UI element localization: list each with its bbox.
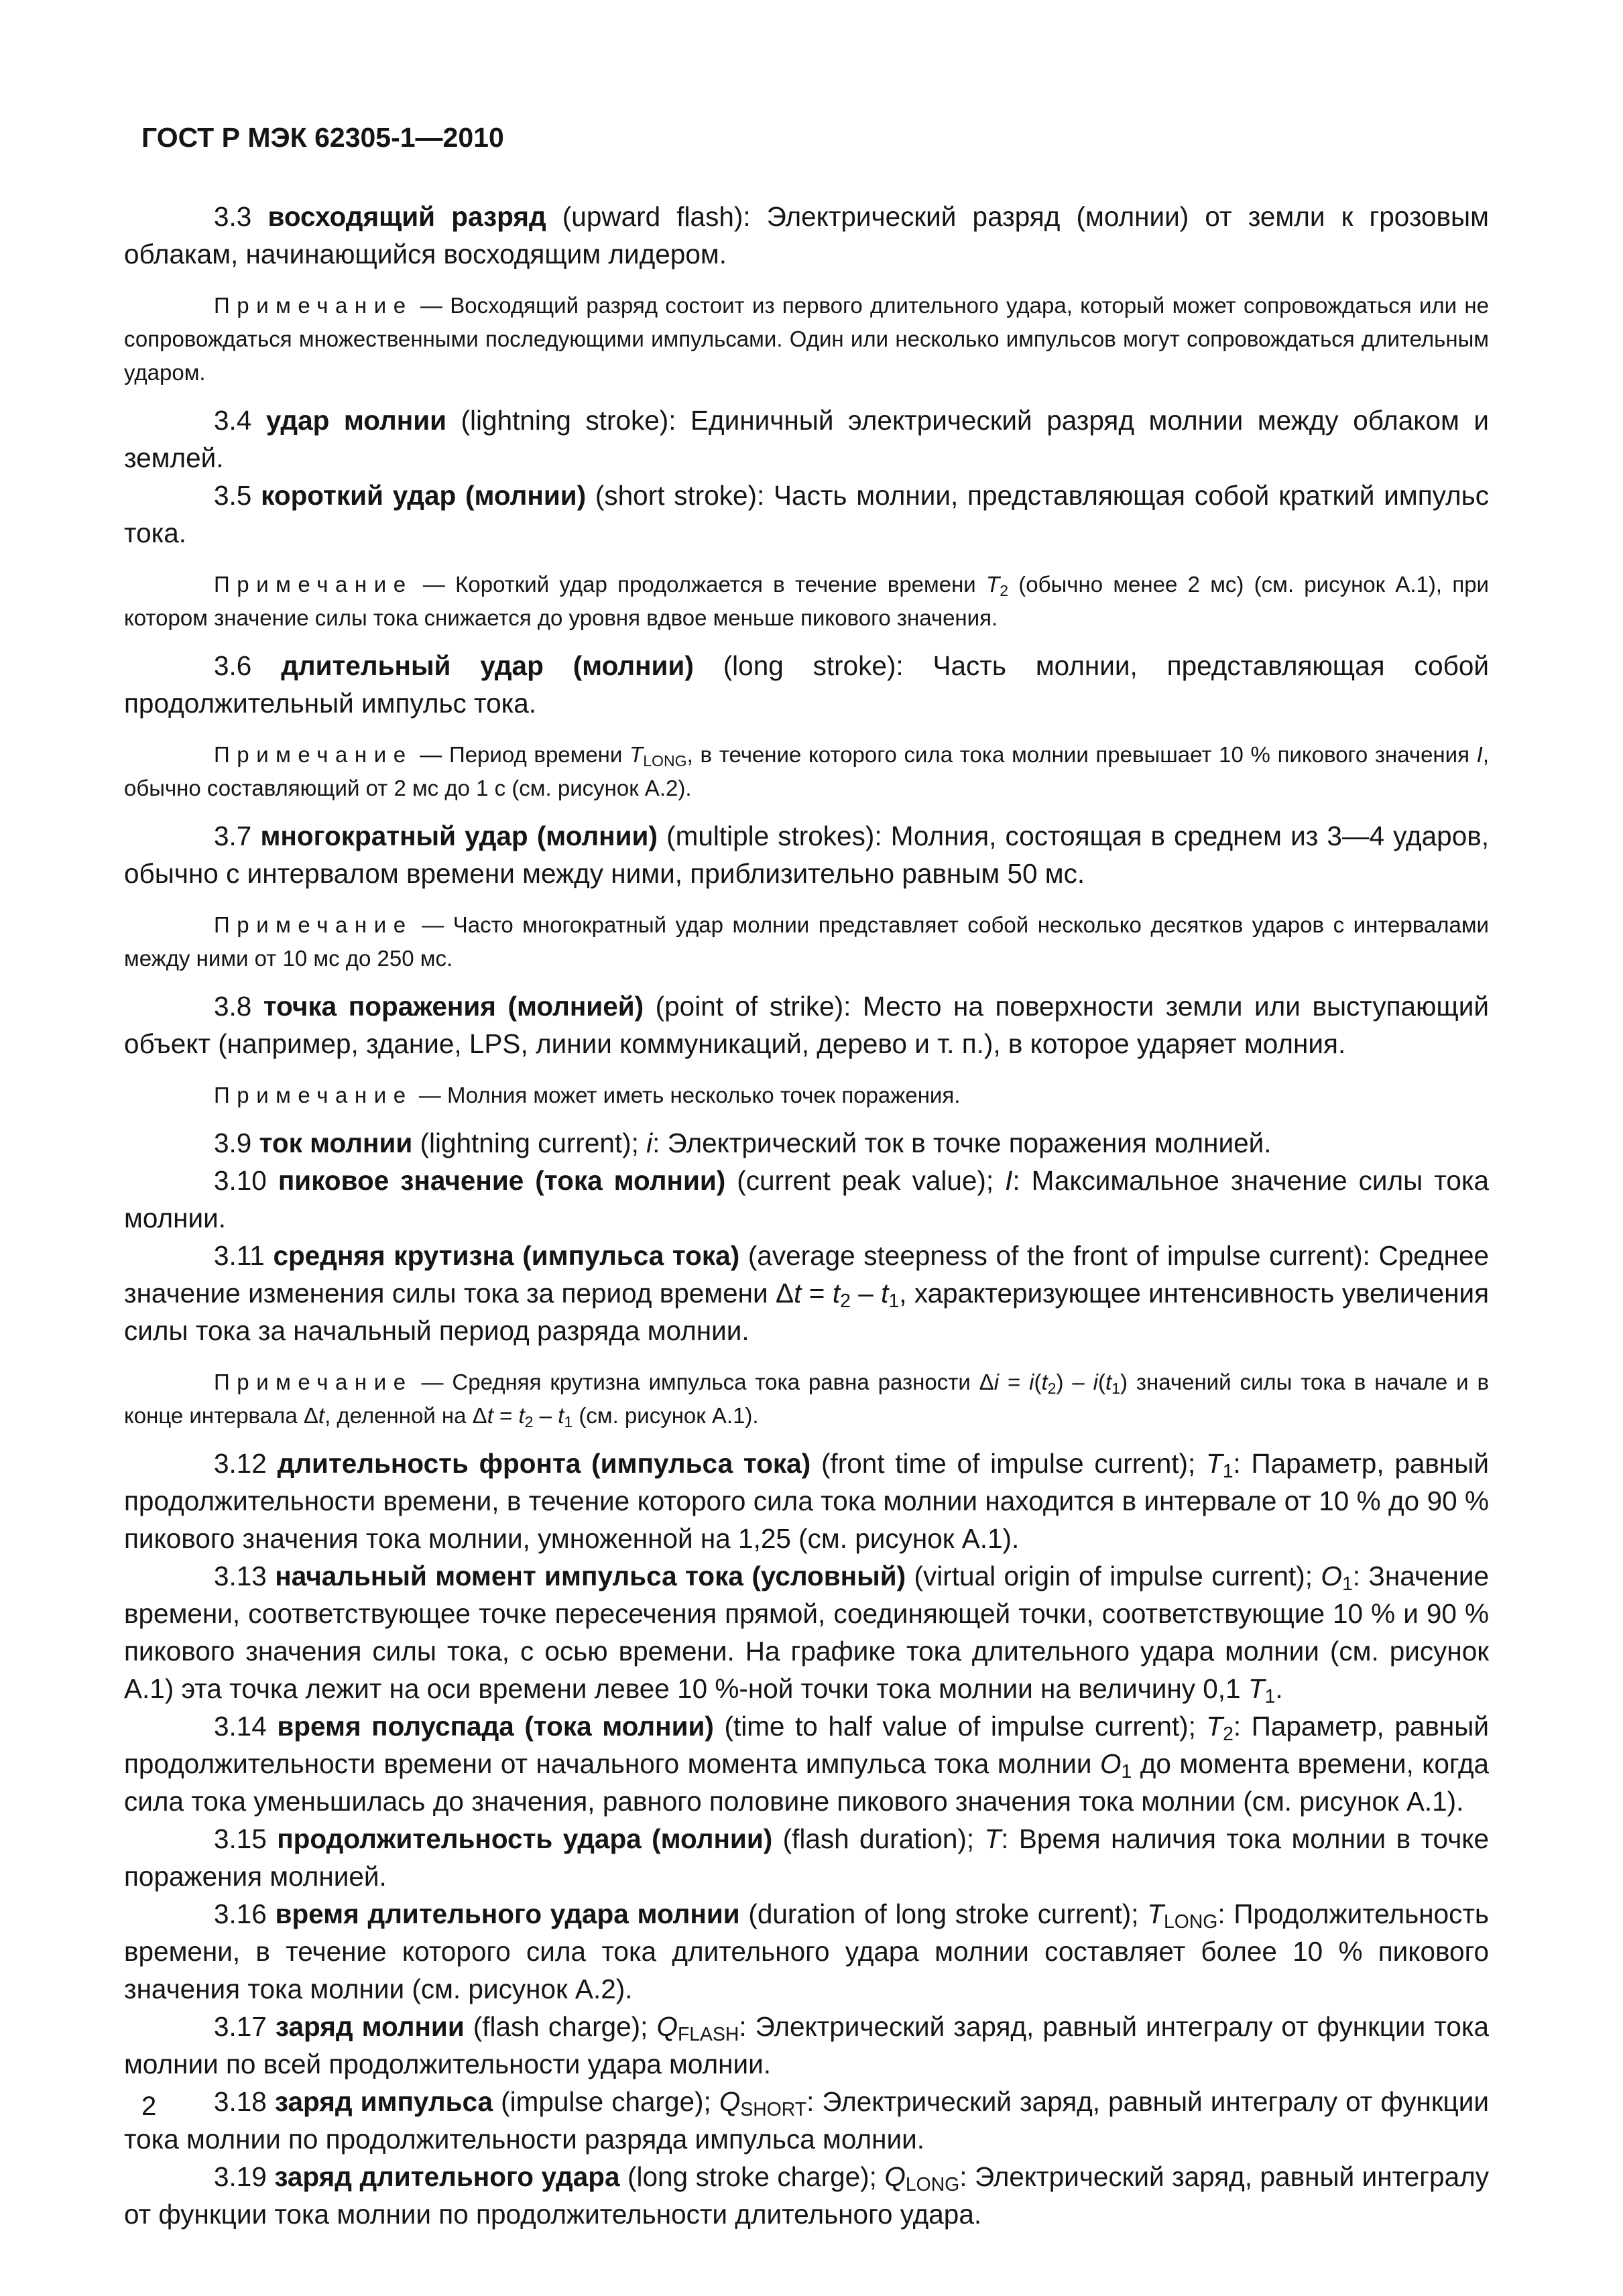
note-paragraph [124,1079,1489,1112]
term-definition [124,477,1489,552]
text-run: , характеризующее интенсивность увеличения силы тока за начальный период разряда молнии. [124,1278,1490,1346]
text-run: 3.3 [214,201,268,232]
text-run: 3.19 [214,2161,275,2192]
text-run: (duration of long stroke current); [739,1898,1148,1929]
term-definition [124,647,1489,722]
subscript: 1 [888,1290,900,1313]
subscript: 2 [840,1290,851,1313]
subscript: 2 [1000,581,1009,599]
subscript: 1 [1222,1461,1234,1483]
text-run: : Значение времени, соответствующее точке пересечения прямой, соединяющей точки, соответствующие 10 % и 90 % пикового значения силы тока, с осью времени. На графике тока длительного удара молнии (см. рисунок А.1) эта точка лежит на оси времени левее 10 %-ной точки тока молнии на величину 0,1 [124,1561,1489,1704]
text-run: (impulse charge); [493,2086,719,2117]
text-run: (flash duration); [772,1823,985,1854]
text-run: : Время наличия тока молнии в точке поражения молнией. [124,1823,1489,1892]
note-paragraph [124,738,1489,805]
text-run: , деленной на Δ [324,1403,487,1428]
text-run: i [1029,1370,1034,1394]
term-definition [124,817,1489,892]
text-run: = [999,1370,1030,1394]
text-run: t [1041,1370,1048,1394]
term-name: заряд импульса [274,2086,493,2117]
text-run: ( [1098,1370,1105,1394]
subscript: 2 [524,1412,534,1431]
text-run: — Молния может иметь несколько точек поражения. [412,1083,961,1107]
text-run: Q [719,2086,741,2117]
note-label: Примечание [214,742,413,767]
subscript: 1 [1264,1686,1276,1708]
text-run: (long stroke charge); [619,2161,885,2192]
term-name: начальный момент импульса тока (условный) [275,1561,906,1591]
term-definition [124,1124,1489,1162]
term-definition [124,402,1489,477]
term-definition [124,987,1489,1063]
text-run: 3.10 [214,1165,278,1196]
term-name: точка поражения (молнией) [263,991,644,1022]
term-definition [124,1707,1489,1820]
subscript: 2 [1223,1724,1234,1746]
term-definition [124,2158,1489,2233]
text-run: 3.7 [214,821,261,851]
text-run: – [850,1278,882,1309]
text-run: , в течение которого сила тока молнии превышает 10 % пикового значения [686,742,1477,767]
text-run: — Средняя крутизна импульса тока равна разности Δ [412,1370,994,1394]
text-run: t [832,1278,841,1309]
text-run: 3.15 [214,1823,278,1854]
term-definition [124,1820,1489,1895]
text-run: Q [884,2161,906,2192]
text-run: i [994,1370,1000,1394]
note-label: Примечание [214,293,413,318]
note-label: Примечание [214,912,413,937]
text-run: i [646,1128,653,1158]
subscript: FLASH [677,2024,739,2046]
text-run: t [881,1278,889,1309]
term-definition [124,2008,1489,2083]
term-name: удар молнии [265,405,447,436]
note-paragraph [124,908,1489,975]
text-run: : Электрический заряд, равный интегралу от функции тока молнии по всей продолжительности удара молнии. [124,2011,1490,2079]
term-definition [124,1557,1489,1707]
text-run: (average steepness of the front of impulse current): Среднее значение изменения силы тока за период времени Δ [124,1240,1489,1309]
text-run: 3.8 [214,991,263,1022]
text-run: i [1093,1370,1098,1394]
text-run: T [1206,1448,1223,1479]
text-run: (обычно менее 2 мс) (см. рисунок А.1), при котором значение силы тока снижается до уровня вдвое меньше пикового значения. [124,572,1489,630]
text-run: Q [656,2011,678,2042]
text-run: (см. рисунок А.1). [573,1403,759,1428]
text-run: до момента времени, когда сила тока уменьшилась до значения, равного половине пикового значения тока молнии (см. рисунок А.1). [124,1748,1489,1817]
subscript: 1 [1341,1573,1353,1595]
term-definition [124,1895,1489,2008]
term-definition [124,1445,1489,1557]
text-run: = [493,1403,519,1428]
note-label: Примечание [214,1083,413,1107]
text-run: – [533,1403,558,1428]
text-run: 3.17 [214,2011,276,2042]
text-run: I [1476,742,1483,767]
subscript: LONG [643,751,687,770]
term-name: длительность фронта (импульса тока) [277,1448,811,1479]
term-definition [124,1237,1489,1349]
term-name: время длительного удара молнии [275,1898,740,1929]
text-run: 3.13 [214,1561,276,1591]
text-run: I [1005,1165,1013,1196]
text-run: 3.16 [214,1898,276,1929]
subscript: 1 [564,1412,573,1431]
subscript: LONG [905,2174,960,2196]
text-run: (point of strike): Место на поверхности земли или выступающий объект (например, здание, LPS, линии коммуникаций, дерево и т. п.), в которое ударяет молния. [124,991,1489,1059]
text-run: : Параметр, равный продолжительности времени от начального момента импульса тока молнии [124,1711,1489,1779]
term-name: восходящий разряд [267,201,546,232]
text-run: = [801,1278,833,1309]
subscript: 2 [1047,1379,1057,1397]
text-run: t [558,1403,564,1428]
note-paragraph [124,1366,1489,1433]
text-run: — Часто многократный удар молнии представляет собой несколько десятков ударов с интервалами между ними от 10 мс до 250 мс. [124,912,1489,971]
note-paragraph [124,289,1489,389]
text-run: t [518,1403,525,1428]
text-run: : Электрический заряд, равный интегралу от функции тока молнии по продолжительности разряда импульса молнии. [124,2086,1489,2155]
term-name: короткий удар (молнии) [261,480,587,511]
note-paragraph [124,568,1489,635]
text-run: T [1206,1711,1223,1742]
note-label: Примечание [214,1370,413,1394]
term-name: длительный удар (молнии) [281,650,694,681]
text-run: T [1147,1898,1164,1929]
text-run: : Продолжительность времени, в течение которого сила тока длительного удара молнии составляет более 10 % пикового значения тока молнии (см. рисунок А.2). [124,1898,1489,2004]
text-run: t [1105,1370,1112,1394]
text-run: (lightning stroke): Единичный электрический разряд молнии между облаком и землей. [124,405,1489,473]
text-run: — Короткий удар продолжается в течение времени [412,572,987,597]
term-definition [124,2083,1489,2158]
document-body [124,198,1489,2233]
text-run: — Восходящий разряд состоит из первого длительного удара, который может сопровождаться или не сопровождаться множественными последующими импульсами. Один или несколько импульсов могут сопровождаться длительным ударом. [124,293,1489,385]
text-run: (virtual origin of impulse current); [906,1561,1321,1591]
text-run: : Электрический ток в точке поражения молнией. [652,1128,1272,1158]
text-run: ( [1034,1370,1042,1394]
subscript: 1 [1121,1761,1132,1783]
term-name: пиковое значение (тока молнии) [278,1165,726,1196]
text-run: 3.9 [214,1128,259,1158]
page-number: 2 [141,2092,157,2121]
text-run: O [1099,1748,1122,1779]
subscript: SHORT [740,2099,807,2121]
term-name: ток молнии [259,1128,413,1158]
text-run: t [318,1403,325,1428]
term-definition [124,1162,1489,1237]
text-run: 3.18 [214,2086,275,2117]
text-run: (flash charge); [464,2011,657,2042]
term-name: заряд молнии [275,2011,465,2042]
text-run: 3.4 [214,405,266,436]
term-definition [124,198,1489,273]
subscript: 1 [1111,1379,1121,1397]
term-name: многократный удар (молнии) [260,821,658,851]
text-run: — Период времени [412,742,630,767]
text-run: (short stroke): Часть молнии, представляющая собой краткий импульс тока. [124,480,1489,548]
text-run: (long stroke): Часть молнии, представляющая собой продолжительный импульс тока. [124,650,1490,719]
text-run: (upward flash): Электрический разряд (молнии) от земли к грозовым облакам, начинающийся восходящим лидером. [124,201,1489,269]
text-run: t [794,1278,802,1309]
text-run: , обычно составляющий от 2 мс до 1 с (см. рисунок А.2). [124,742,1489,800]
text-run: (multiple strokes): Молния, состоящая в среднем из 3—4 ударов, обычно с интервалом времени между ними, приблизительно равным 50 мс. [124,821,1490,889]
text-run: 3.11 [214,1240,274,1271]
text-run: (current peak value); [725,1165,1006,1196]
note-label: Примечание [214,572,413,597]
text-run: 3.12 [214,1448,278,1479]
text-run: : Максимальное значение силы тока молнии. [124,1165,1489,1233]
text-run: O [1321,1561,1342,1591]
text-run: : Электрический заряд, равный интегралу от функции тока молнии по продолжительности длительного удара. [124,2161,1489,2230]
term-name: время полуспада (тока молнии) [277,1711,714,1742]
text-run: . [1275,1673,1283,1704]
subscript: LONG [1164,1911,1218,1933]
term-name: продолжительность удара (молнии) [277,1823,773,1854]
text-run: (time to half value of impulse current); [713,1711,1207,1742]
text-run: (lightning current); [412,1128,647,1158]
text-run: : Параметр, равный продолжительности времени, в течение которого сила тока молнии находится в интервале от 10 % до 90 % пикового значения тока молнии, умноженной на 1,25 (см. рисунок А.1). [124,1448,1490,1554]
text-run: 3.14 [214,1711,278,1742]
text-run: T [1248,1673,1265,1704]
text-run: 3.5 [214,480,261,511]
text-run: ) – [1056,1370,1093,1394]
text-run: 3.6 [214,650,282,681]
document-header: ГОСТ Р МЭК 62305-1—2010 [141,122,504,153]
term-name: заряд длительного удара [274,2161,620,2192]
text-run: (front time of impulse current); [810,1448,1206,1479]
text-run: T [629,742,644,767]
term-name: средняя крутизна (импульса тока) [273,1240,740,1271]
text-run: T [986,572,1000,597]
text-run: T [984,1823,1002,1854]
text-run: t [487,1403,493,1428]
text-run: ) значений силы тока в начале и в конце интервала Δ [124,1370,1489,1428]
